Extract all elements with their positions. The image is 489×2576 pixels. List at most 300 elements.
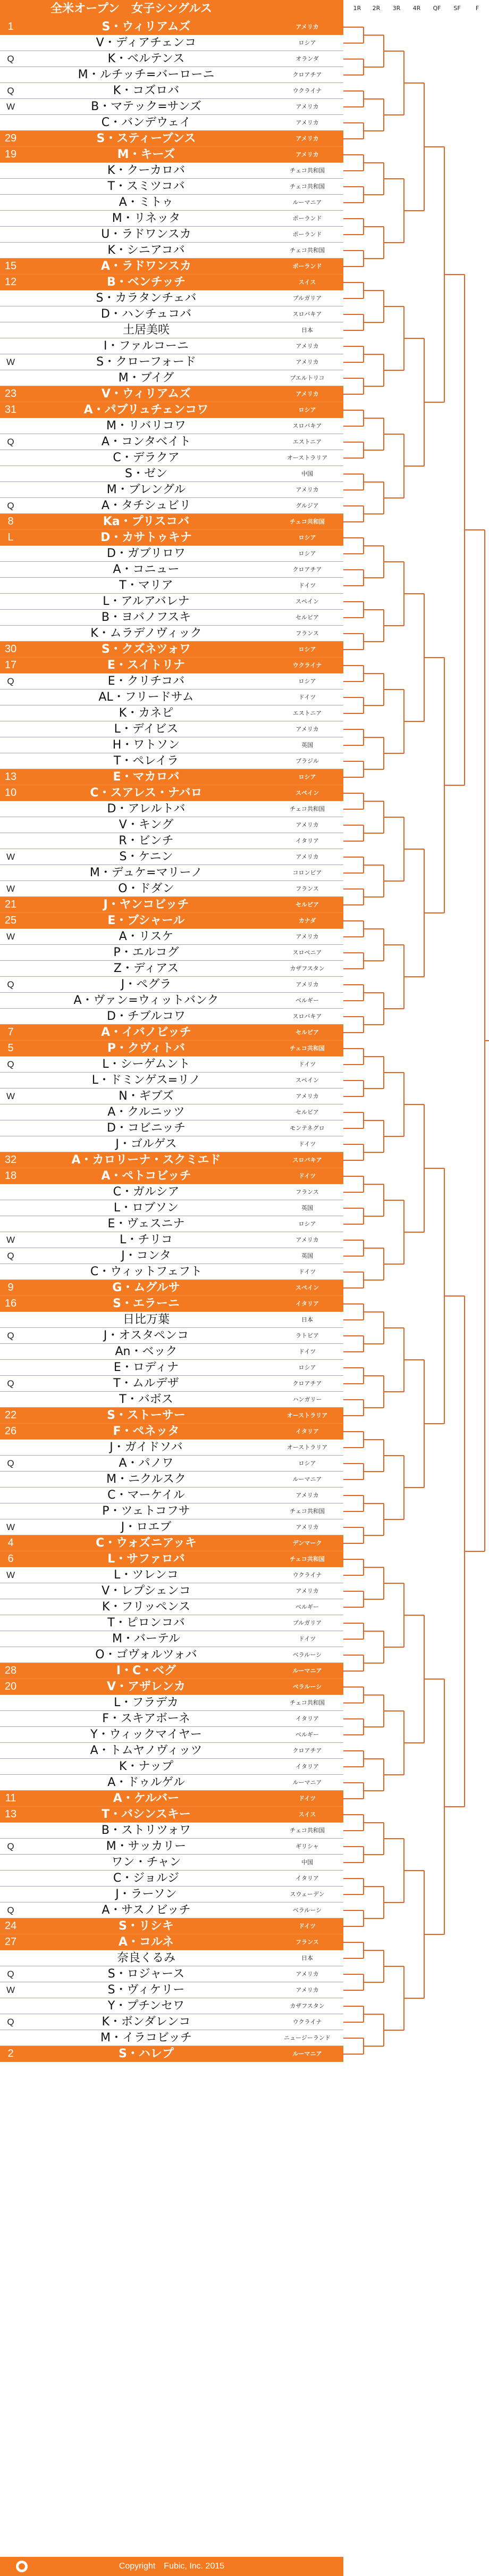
- seed-number: 1: [7, 21, 14, 32]
- player-country: スペイン: [296, 1284, 319, 1291]
- player-row: [0, 338, 343, 354]
- player-name: T・マリア: [119, 579, 173, 592]
- player-country: フランス: [296, 1939, 319, 1946]
- player-name: T・バシンスキー: [102, 1808, 191, 1821]
- player-row: [0, 610, 343, 626]
- entry-type: Q: [7, 437, 14, 447]
- round-label-final: F: [475, 5, 479, 12]
- entry-type: Q: [7, 1458, 14, 1468]
- player-row: [0, 769, 343, 785]
- player-name: M・ルチッチ=バーローニ: [78, 68, 215, 81]
- player-name: C・ウィットフェフト: [90, 1265, 203, 1278]
- player-row: [0, 1328, 343, 1344]
- player-name: G・ムグルサ: [112, 1281, 180, 1294]
- player-country: イタリア: [296, 1300, 319, 1307]
- player-row: [0, 1152, 343, 1168]
- player-row: [0, 753, 343, 769]
- seed-number: 7: [7, 1026, 14, 1038]
- player-country: ロシア: [298, 1220, 316, 1227]
- player-name: B・ベンチッチ: [106, 276, 186, 289]
- player-country: アメリカ: [296, 1524, 319, 1531]
- player-country: アメリカ: [296, 981, 319, 988]
- player-row: [0, 466, 343, 482]
- player-country: スイス: [298, 279, 316, 286]
- copyright-text: Copyright Fubic, Inc. 2015: [119, 2562, 225, 2571]
- entry-type: [0, 546, 21, 561]
- entry-type: [0, 1120, 21, 1136]
- player-row: [0, 1136, 343, 1152]
- entry-type: [0, 1887, 21, 1902]
- player-country: フランス: [296, 630, 319, 637]
- player-name: D・ハンチュコバ: [100, 308, 192, 321]
- entry-type: [0, 1695, 21, 1710]
- player-row: [0, 1966, 343, 1982]
- entry-type: [0, 993, 21, 1008]
- seed-number: 19: [4, 148, 17, 160]
- player-name: K・クーカロバ: [107, 164, 185, 177]
- player-row: [0, 1216, 343, 1232]
- player-row: [0, 1567, 343, 1583]
- entry-type: [0, 1615, 21, 1631]
- player-row: [0, 1488, 343, 1503]
- player-country: アメリカ: [296, 23, 319, 30]
- player-country: ウクライナ: [292, 662, 322, 669]
- player-country: フランス: [296, 1189, 319, 1195]
- page-title: 全米オープン 女子シングルス: [50, 2, 212, 15]
- player-row: [0, 2046, 343, 2062]
- player-name: 奈良くるみ: [116, 1951, 175, 1965]
- player-name: V・ウィリアムズ: [101, 387, 191, 401]
- player-name: D・ガブリロワ: [106, 547, 186, 560]
- player-row: [0, 2014, 343, 2030]
- player-country: ブルガリア: [292, 295, 322, 302]
- player-country: オランダ: [296, 55, 319, 62]
- player-row: [0, 370, 343, 386]
- entry-type: [0, 961, 21, 976]
- player-name: A・コンタベイト: [101, 435, 191, 448]
- player-country: 日本: [301, 1316, 313, 1323]
- player-row: [0, 1583, 343, 1599]
- seed-number: 32: [4, 1154, 17, 1166]
- player-name: AL・フリードサム: [98, 691, 194, 704]
- entry-type: Q: [7, 1331, 14, 1341]
- player-country: プエルトリコ: [290, 375, 325, 381]
- entry-type: W: [6, 102, 15, 112]
- player-country: セルビア: [296, 1109, 319, 1116]
- player-name: S・ゼン: [125, 467, 167, 480]
- player-country: グルジア: [296, 502, 319, 509]
- player-country: ルーマニア: [292, 1779, 322, 1786]
- entry-type: Q: [7, 676, 14, 686]
- player-name: P・エルコグ: [113, 946, 179, 959]
- player-row: [0, 562, 343, 578]
- seed-number: 15: [4, 260, 17, 272]
- player-row: [0, 1823, 343, 1839]
- player-name: ワン・チャン: [111, 1856, 181, 1869]
- player-country: アメリカ: [296, 1093, 319, 1100]
- player-row: [0, 642, 343, 658]
- player-country: イタリア: [296, 1875, 319, 1882]
- player-name: A・ヴァン=ウィットバンク: [73, 994, 219, 1007]
- entry-type: [0, 322, 21, 338]
- player-name: H・ワトソン: [112, 738, 180, 752]
- player-name: D・カサトゥキナ: [100, 531, 192, 544]
- seed-number: 13: [4, 771, 17, 783]
- entry-type: Q: [7, 54, 14, 64]
- player-row: [0, 1472, 343, 1488]
- entry-type: Q: [7, 1251, 14, 1261]
- player-country: ハンガリー: [292, 1396, 322, 1403]
- player-row: [0, 115, 343, 131]
- player-row: [0, 689, 343, 705]
- seed-number: 13: [4, 1808, 17, 1820]
- player-row: [0, 1759, 343, 1775]
- player-name: P・クヴィトバ: [107, 1042, 186, 1055]
- entry-type: [0, 1631, 21, 1647]
- seed-number: 18: [4, 1170, 17, 1182]
- entry-type: Q: [7, 1841, 14, 1851]
- player-name: I・C・ベグ: [116, 1664, 176, 1677]
- player-country: ドイツ: [298, 1173, 316, 1179]
- player-name: 土居美咲: [122, 323, 170, 337]
- entry-type: [0, 1998, 21, 2014]
- entry-type: [0, 466, 21, 481]
- player-row: [0, 721, 343, 737]
- player-row: [0, 993, 343, 1009]
- player-country: スロバキア: [292, 1157, 322, 1164]
- player-country: ドイツ: [298, 1141, 316, 1148]
- entry-type: Q: [7, 1378, 14, 1389]
- player-country: ベラルーシ: [292, 1683, 322, 1690]
- player-row: [0, 1535, 343, 1551]
- seed-number: 9: [7, 1282, 14, 1293]
- player-country: チェコ共和国: [290, 518, 325, 525]
- player-name: E・ロディナ: [113, 1361, 179, 1374]
- player-name: L・シーゲムント: [102, 1058, 190, 1071]
- player-country: スイス: [298, 1811, 316, 1818]
- entry-type: [0, 1073, 21, 1088]
- player-name: M・バーテル: [112, 1632, 180, 1646]
- player-row: [0, 1392, 343, 1408]
- entry-type: W: [6, 1091, 15, 1101]
- player-name: T・ピロンコバ: [107, 1616, 185, 1630]
- player-name: M・リバリコワ: [106, 419, 186, 433]
- player-row: [0, 147, 343, 163]
- seed-number: 4: [7, 1537, 14, 1549]
- entry-type: [0, 1647, 21, 1663]
- player-country: オーストラリア: [286, 1444, 328, 1451]
- entry-type: W: [6, 852, 15, 862]
- player-row: [0, 1456, 343, 1472]
- seed-number: 29: [4, 132, 17, 144]
- player-country: 英国: [301, 742, 313, 749]
- player-name: O・ドダン: [118, 882, 174, 895]
- player-name: E・クリチコバ: [107, 675, 185, 688]
- player-row: [0, 1998, 343, 2014]
- player-name: L・ツレンコ: [114, 1568, 179, 1582]
- entry-type: [0, 1950, 21, 1966]
- seed-number: 16: [4, 1298, 17, 1309]
- player-row: [0, 450, 343, 466]
- player-country: デンマーク: [292, 1540, 322, 1547]
- entry-type: [0, 1392, 21, 1407]
- entry-type: [0, 562, 21, 577]
- player-country: クロアチア: [292, 566, 322, 573]
- player-country: ドイツ: [298, 1795, 316, 1802]
- entry-type: [0, 705, 21, 721]
- seed-number: 21: [4, 899, 17, 910]
- player-country: チェコ共和国: [290, 1508, 325, 1515]
- player-row: [0, 1871, 343, 1887]
- player-name: J・コンタ: [121, 1249, 171, 1262]
- player-row: [0, 290, 343, 306]
- player-row: [0, 514, 343, 530]
- player-country: ベルギー: [296, 1731, 319, 1738]
- entry-type: [0, 1104, 21, 1120]
- entry-type: [0, 227, 21, 242]
- player-row: [0, 1057, 343, 1073]
- player-name: M・キーズ: [117, 148, 175, 161]
- player-country: スロバキア: [292, 1013, 322, 1020]
- player-name: M・サッカリー: [106, 1840, 187, 1853]
- player-row: [0, 259, 343, 275]
- player-country: アメリカ: [296, 359, 319, 365]
- player-row: [0, 1360, 343, 1376]
- player-row: [0, 1408, 343, 1424]
- player-name: I・ファルコーニ: [103, 339, 189, 353]
- player-row: [0, 179, 343, 195]
- player-name: L・フラデカ: [114, 1696, 179, 1709]
- entry-type: [0, 1583, 21, 1599]
- seed-number: 30: [4, 643, 17, 655]
- seed-number: 23: [4, 388, 17, 400]
- entry-type: [0, 753, 21, 769]
- player-row: [0, 1009, 343, 1025]
- player-name: J・ペグラ: [121, 978, 172, 991]
- entry-type: [0, 1711, 21, 1726]
- player-row: [0, 131, 343, 147]
- seed-number: 12: [4, 276, 17, 288]
- player-country: スウェーデン: [290, 1891, 325, 1898]
- player-name: J・ラーソン: [115, 1888, 177, 1901]
- player-row: [0, 1073, 343, 1088]
- player-country: アメリカ: [296, 343, 319, 350]
- player-country: ベラルーシ: [292, 1651, 322, 1658]
- player-country: ニュージーランド: [284, 2034, 331, 2041]
- player-row: [0, 578, 343, 594]
- round-label-2r: 2R: [372, 5, 381, 12]
- player-name: S・ケニン: [119, 850, 173, 863]
- player-country: セルビア: [296, 901, 319, 908]
- entry-type: [0, 833, 21, 849]
- player-row: [0, 1184, 343, 1200]
- player-name: S・リシキ: [119, 1919, 174, 1933]
- player-country: アメリカ: [296, 1492, 319, 1499]
- player-row: [0, 1839, 343, 1855]
- player-name: K・コズロバ: [113, 84, 180, 97]
- seed-number: 8: [7, 516, 14, 527]
- player-row: [0, 785, 343, 801]
- player-row: [0, 1934, 343, 1950]
- player-row: [0, 546, 343, 562]
- player-country: チェコ共和国: [290, 1556, 325, 1563]
- player-name: V・ディアチェンコ: [96, 36, 197, 49]
- player-row: [0, 354, 343, 370]
- entry-type: [0, 1743, 21, 1758]
- player-country: 日本: [301, 1955, 313, 1962]
- player-row: [0, 1041, 343, 1057]
- entry-type: [0, 195, 21, 210]
- player-country: ベルギー: [296, 1603, 319, 1610]
- player-country: アメリカ: [296, 933, 319, 940]
- entry-type: [0, 115, 21, 130]
- entry-type: [0, 290, 21, 306]
- seed-number: 20: [4, 1681, 17, 1692]
- entry-type: [0, 1488, 21, 1503]
- player-row: [0, 1887, 343, 1902]
- entry-type: [0, 1440, 21, 1455]
- player-name: O・ゴヴォルツォバ: [95, 1648, 197, 1661]
- entry-type: Q: [7, 1905, 14, 1915]
- entry-type: [0, 689, 21, 705]
- player-name: S・ヴィケリー: [107, 1983, 185, 1997]
- player-row: [0, 227, 343, 243]
- player-row: [0, 1200, 343, 1216]
- player-country: アメリカ: [296, 1588, 319, 1594]
- player-name: T・スミツコバ: [107, 180, 185, 193]
- entry-type: [0, 817, 21, 833]
- player-country: ロシア: [298, 678, 316, 685]
- entry-type: [0, 578, 21, 593]
- round-label-4r: 4R: [412, 5, 421, 12]
- player-row: [0, 306, 343, 322]
- player-name: L・アルアバレナ: [103, 595, 190, 608]
- player-row: [0, 961, 343, 977]
- player-name: C・バンデウェイ: [101, 116, 191, 129]
- player-country: アメリカ: [296, 1236, 319, 1243]
- player-row: [0, 99, 343, 115]
- seed-number: 17: [4, 659, 17, 671]
- player-name: A・ラドワンスカ: [100, 260, 192, 273]
- player-name: C・マーケイル: [107, 1489, 185, 1502]
- player-country: ブラジル: [296, 758, 319, 765]
- player-country: アメリカ: [296, 1971, 319, 1977]
- player-name: A・ドゥルゲル: [107, 1776, 185, 1789]
- player-country: アメリカ: [296, 486, 319, 493]
- player-row: [0, 658, 343, 674]
- player-name: S・ストーサー: [107, 1409, 186, 1422]
- player-name: A・パノワ: [119, 1457, 174, 1470]
- player-country: クロアチア: [292, 1747, 322, 1754]
- entry-type: Q: [7, 1969, 14, 1979]
- player-row: [0, 2030, 343, 2046]
- player-name: E・マカロバ: [113, 770, 180, 784]
- player-name: E・ヴェスニナ: [107, 1217, 185, 1231]
- player-name: J・ロエブ: [121, 1520, 172, 1534]
- player-country: チェコ共和国: [290, 1827, 325, 1834]
- round-label-qf: QF: [433, 5, 441, 12]
- player-row: [0, 1424, 343, 1440]
- entry-type: [0, 1472, 21, 1487]
- player-row: [0, 1711, 343, 1727]
- player-name: A・クルニッツ: [107, 1106, 185, 1119]
- player-country: ロシア: [298, 646, 316, 653]
- player-row: [0, 83, 343, 99]
- entry-type: [0, 1009, 21, 1024]
- entry-type: W: [6, 1235, 15, 1245]
- player-name: Ka・プリスコバ: [103, 515, 190, 528]
- entry-type: [0, 1184, 21, 1200]
- player-country: チェコ共和国: [290, 167, 325, 174]
- player-name: E・スイトリナ: [107, 659, 186, 672]
- player-country: カナダ: [298, 917, 316, 924]
- player-country: ルーマニア: [292, 1476, 322, 1483]
- player-country: アメリカ: [296, 821, 319, 828]
- player-name: T・バボス: [119, 1393, 173, 1406]
- player-name: B・ヨバノフスキ: [101, 611, 191, 624]
- player-country: スペイン: [296, 790, 319, 796]
- player-row: [0, 881, 343, 897]
- player-name: J・オスタペンコ: [103, 1329, 189, 1342]
- player-country: アメリカ: [296, 1987, 319, 1993]
- entry-type: W: [6, 884, 15, 894]
- entry-type: [0, 1136, 21, 1152]
- seed-number: 11: [5, 1792, 16, 1804]
- entry-type: [0, 1599, 21, 1615]
- player-name: F・ペネッタ: [113, 1425, 180, 1438]
- player-name: V・レプシェンコ: [102, 1584, 191, 1598]
- player-country: ギリシャ: [296, 1843, 319, 1850]
- player-row: [0, 594, 343, 610]
- player-name: K・カネピ: [119, 707, 174, 720]
- entry-type: [0, 2030, 21, 2046]
- player-row: [0, 705, 343, 721]
- player-row: [0, 1950, 343, 1966]
- player-name: Y・プチンセワ: [107, 1999, 185, 2013]
- player-name: A・カロリーナ・スクミエド: [71, 1153, 221, 1167]
- player-name: C・ウォズニアッキ: [96, 1536, 197, 1550]
- player-row: [0, 1695, 343, 1711]
- player-name: A・ミトゥ: [119, 196, 174, 209]
- player-name: B・マテック=サンズ: [91, 100, 201, 113]
- player-row: [0, 1855, 343, 1871]
- entry-type: [0, 306, 21, 322]
- player-country: スロバキア: [292, 422, 322, 429]
- player-name: C・ガルシア: [113, 1185, 180, 1199]
- player-row: [0, 163, 343, 179]
- seed-number: 26: [4, 1425, 17, 1437]
- player-row: [0, 977, 343, 993]
- player-name: J・ヤンコビッチ: [103, 898, 189, 911]
- player-country: ポーランド: [292, 231, 322, 238]
- player-name: S・ウィリアムズ: [102, 20, 191, 34]
- player-row: [0, 1312, 343, 1328]
- player-name: A・タチシュビリ: [101, 499, 191, 512]
- player-country: 中国: [301, 470, 313, 477]
- player-name: M・イラコビッチ: [100, 2031, 192, 2045]
- player-row: [0, 1743, 343, 1759]
- player-row: [0, 1727, 343, 1743]
- player-country: チェコ共和国: [290, 1699, 325, 1706]
- player-row: [0, 1791, 343, 1807]
- round-label-1r: 1R: [353, 5, 361, 12]
- player-name: C・スアレス・ナバロ: [90, 786, 203, 800]
- entry-type: [0, 737, 21, 753]
- player-country: ドイツ: [298, 1635, 316, 1642]
- player-row: [0, 817, 343, 833]
- entry-type: [0, 865, 21, 880]
- player-country: ドイツ: [298, 694, 316, 701]
